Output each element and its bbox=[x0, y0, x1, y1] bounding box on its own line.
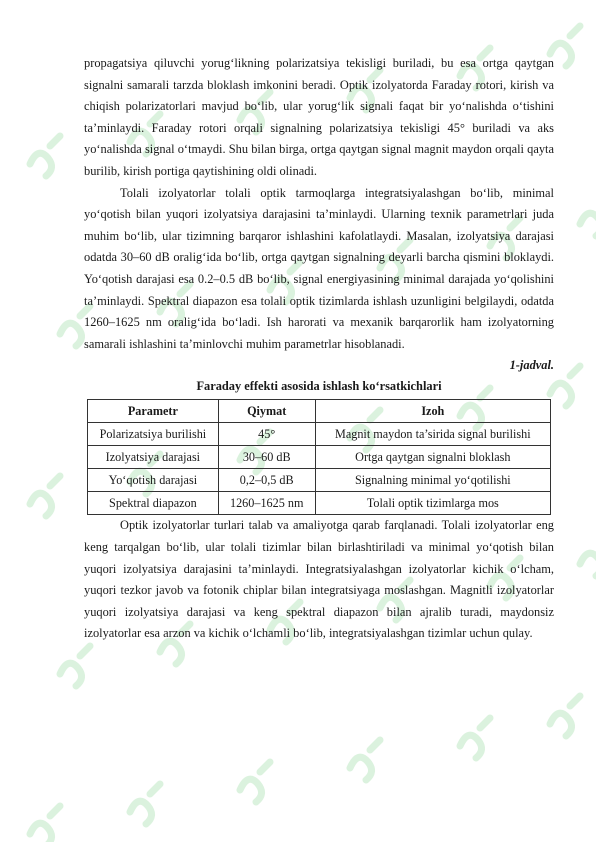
table-header-cell: Qiymat bbox=[218, 400, 315, 423]
paragraph-fiber-isolators: Tolali izolyatorlar tolali optik tarmoqlarga integratsiyalashgan bo‘lib, minimal yo‘qotish bilan yuqori izolyatsiya darajasini ta’minlaydi. Ularning texnik parametrlari juda muhim bo‘lib, ular tizimning barqaror ishlashini kafolatlaydi. Masalan, izolyatsiya darajasi odatda 30–60 dB oralig‘ida bo‘lib, ortga qaytgan signalning deyarli barcha qismini bloklaydi. Yo‘qotish darajasi esa 0.2–0.5 dB bo‘lib, signal energiyasining minimal darajada yo‘qolishini ta’minlaydi. Spektral diapazon esa tolali optik tizimlarda ishlash uzunligini belgilaydi, odatda 1260–1625 nm oralig‘ida bo‘ladi. Ish harorati va mexanik barqarorlik ham izolyatorning samarali ishlashini ta’minlovchi muhim parametrlar hisoblanadi. bbox=[84, 185, 554, 351]
parameters-table bbox=[87, 399, 551, 515]
table-row bbox=[88, 469, 551, 492]
watermark-mark bbox=[130, 784, 160, 824]
table-cell: 1260–1625 nm bbox=[218, 492, 315, 515]
table-header-row bbox=[88, 400, 551, 423]
table-cell: Ortga qaytgan signalni bloklash bbox=[315, 446, 550, 469]
table-title: Faraday effekti asosida ishlash ko‘rsatkichlari bbox=[196, 379, 442, 394]
table-cell: Magnit maydon ta’sirida signal burilishi bbox=[315, 423, 550, 446]
table-cell: 30–60 dB bbox=[218, 446, 315, 469]
table-row bbox=[88, 446, 551, 469]
table-cell: Yo‘qotish darajasi bbox=[88, 469, 219, 492]
watermark-mark bbox=[550, 26, 580, 66]
watermark-mark bbox=[580, 196, 596, 236]
watermark-mark bbox=[460, 718, 490, 758]
watermark-mark bbox=[30, 136, 60, 176]
watermark-mark bbox=[60, 646, 90, 686]
page-content bbox=[84, 53, 554, 645]
table-row bbox=[88, 492, 551, 515]
table-label: 1-jadval. bbox=[509, 358, 554, 373]
table-cell: Signalning minimal yo‘qotilishi bbox=[315, 469, 550, 492]
watermark-mark bbox=[240, 762, 270, 802]
table-cell: 45° bbox=[218, 423, 315, 446]
watermark-mark bbox=[550, 696, 580, 736]
table-header-cell: Izoh bbox=[315, 400, 550, 423]
paragraph-isolator-types: Optik izolyatorlar turlari talab va amaliyotga qarab farqlanadi. Tolali izolyatorlar eng keng tarqalgan bo‘lib, ular tolali tizimlar bilan birlashtiriladi va minimal yo‘qotish bilan yuqori izolyatsiya darajasini ta’minlaydi. Integratsiyalashgan izolyatorlar kichik o‘lcham, yuqori tezkor javob va fotonik chiplar bilan integratsiyaga moslashgan. Magnitli izolyatorlar yuqori izolyatsiya darajasi va keng spektral diapazon bilan ajralib turadi, maydonsiz izolyatorlar esa arzon va kichik o‘lchamli bo‘lib, integratsiyalashgan tizimlar uchun qulay. bbox=[84, 518, 554, 641]
table-row bbox=[88, 423, 551, 446]
watermark-mark bbox=[550, 366, 580, 406]
paragraph-faraday-rotor: propagatsiya qiluvchi yorug‘likning polarizatsiya tekisligi buriladi, bu esa ortga qaytgan signalni samarali tarzda bloklash imkonini beradi. Optik izolyatorda Faraday rotori, kirish va chiqish polarizatorlari mavjud bo‘lib, ular yorug‘lik signali faqat bir yo‘nalishda o‘tishini ta’minlaydi. Faraday rotori orqali signalning polarizatsiya tekisligi 45° buriladi va aks yo‘nalishda signal o‘tmaydi. Shu bilan birga, ortga qaytgan signal magnit maydon orqali qayta burilib, kirish portiga qaytishining oldi olinadi. bbox=[84, 56, 554, 178]
table-cell: Spektral diapazon bbox=[88, 492, 219, 515]
watermark-mark bbox=[30, 806, 60, 842]
table-cell: 0,2–0,5 dB bbox=[218, 469, 315, 492]
watermark-mark bbox=[30, 476, 60, 516]
table-header-cell: Parametr bbox=[88, 400, 219, 423]
watermark-mark bbox=[580, 536, 596, 576]
table-cell: Tolali optik tizimlarga mos bbox=[315, 492, 550, 515]
table-cell: Izolyatsiya darajasi bbox=[88, 446, 219, 469]
table-cell: Polarizatsiya burilishi bbox=[88, 423, 219, 446]
watermark-mark bbox=[350, 740, 380, 780]
